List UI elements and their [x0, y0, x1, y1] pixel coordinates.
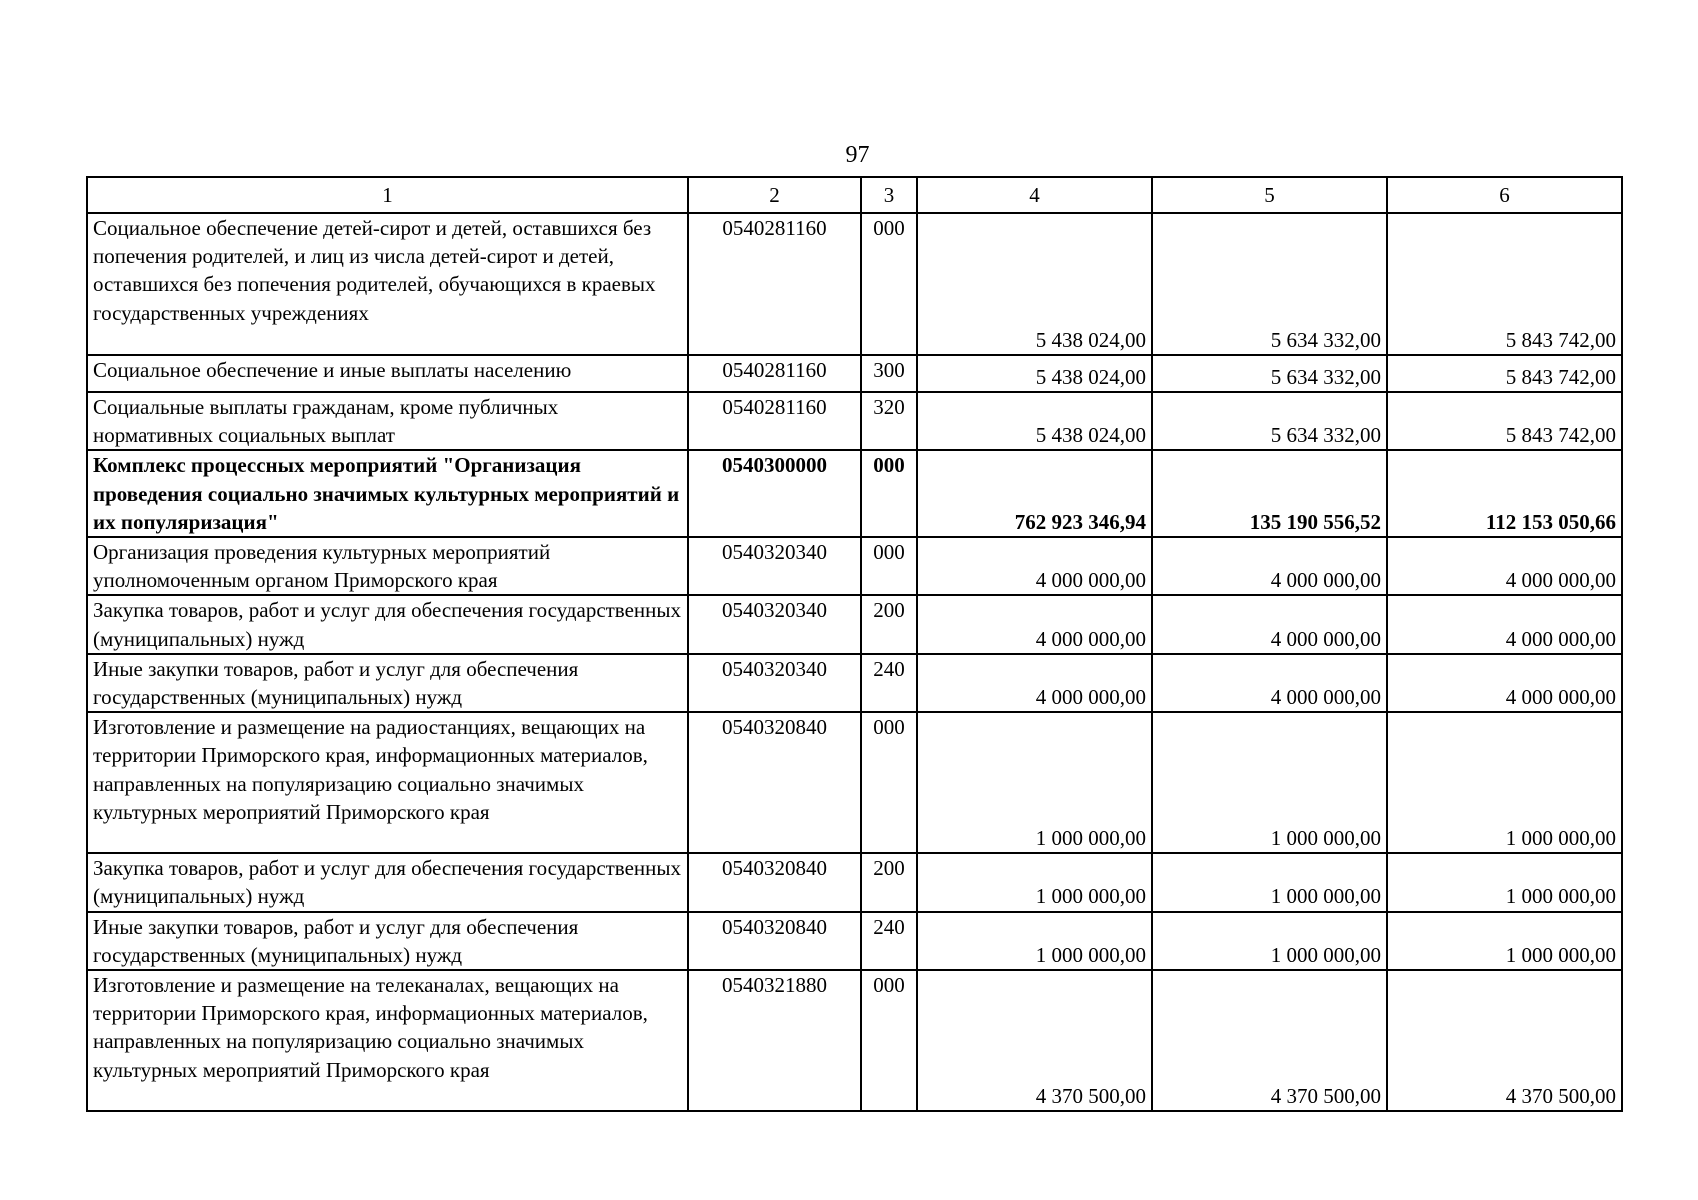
row-amount-1-cell: 762 923 346,94 [917, 450, 1152, 537]
row-expense-type-cell: 000 [861, 970, 917, 1111]
row-name-cell: Комплекс процессных мероприятий "Организация проведения социально значимых культурных мероприятий и их популяризация" [87, 450, 688, 537]
table-row [87, 712, 1622, 853]
row-amount-1-cell: 5 438 024,00 [917, 213, 1152, 355]
row-amount-3-cell: 5 843 742,00 [1387, 213, 1622, 355]
row-amount-2-cell: 4 370 500,00 [1152, 970, 1387, 1111]
row-amount-2-cell: 5 634 332,00 [1152, 213, 1387, 355]
row-amount-2-cell: 5 634 332,00 [1152, 392, 1387, 450]
row-amount-3-cell: 4 000 000,00 [1387, 595, 1622, 653]
row-amount-2-cell: 135 190 556,52 [1152, 450, 1387, 537]
row-amount-2-cell: 4 000 000,00 [1152, 595, 1387, 653]
row-name-cell: Иные закупки товаров, работ и услуг для обеспечения государственных (муниципальных) нужд [87, 654, 688, 712]
row-code-cell: 0540320840 [688, 912, 861, 970]
row-amount-3-cell: 4 370 500,00 [1387, 970, 1622, 1111]
row-amount-3-cell: 1 000 000,00 [1387, 853, 1622, 911]
row-amount-3-cell: 1 000 000,00 [1387, 912, 1622, 970]
column-header-amount-3: 6 [1387, 177, 1622, 213]
row-expense-type-cell: 000 [861, 537, 917, 595]
row-amount-1-cell: 1 000 000,00 [917, 853, 1152, 911]
column-header-amount-1: 4 [917, 177, 1152, 213]
row-code-cell: 0540321880 [688, 970, 861, 1111]
table-row [87, 537, 1622, 595]
row-code-cell: 0540281160 [688, 392, 861, 450]
row-name-cell: Закупка товаров, работ и услуг для обеспечения государственных (муниципальных) нужд [87, 853, 688, 911]
table-row [87, 853, 1622, 911]
table-row [87, 970, 1622, 1111]
row-amount-1-cell: 4 370 500,00 [917, 970, 1152, 1111]
table-row [87, 355, 1622, 392]
row-amount-3-cell: 1 000 000,00 [1387, 712, 1622, 853]
row-expense-type-cell: 240 [861, 912, 917, 970]
row-code-cell: 0540300000 [688, 450, 861, 537]
column-header-code: 2 [688, 177, 861, 213]
row-name-cell: Закупка товаров, работ и услуг для обеспечения государственных (муниципальных) нужд [87, 595, 688, 653]
row-expense-type-cell: 240 [861, 654, 917, 712]
row-amount-1-cell: 4 000 000,00 [917, 595, 1152, 653]
row-amount-3-cell: 4 000 000,00 [1387, 654, 1622, 712]
row-amount-1-cell: 4 000 000,00 [917, 537, 1152, 595]
table-row [87, 450, 1622, 537]
row-expense-type-cell: 200 [861, 595, 917, 653]
budget-table [86, 176, 1623, 1112]
column-header-amount-2: 5 [1152, 177, 1387, 213]
row-code-cell: 0540281160 [688, 213, 861, 355]
column-header-expense-type: 3 [861, 177, 917, 213]
row-amount-3-cell: 5 843 742,00 [1387, 392, 1622, 450]
table-row [87, 595, 1622, 653]
table-row [87, 392, 1622, 450]
row-expense-type-cell: 300 [861, 355, 917, 392]
row-code-cell: 0540281160 [688, 355, 861, 392]
row-name-cell: Социальное обеспечение детей-сирот и детей, оставшихся без попечения родителей, и лиц из числа детей-сирот и детей, оставшихся без попечения родителей, обучающихся в краевых государственных учреждениях [87, 213, 688, 355]
row-name-cell: Иные закупки товаров, работ и услуг для обеспечения государственных (муниципальных) нужд [87, 912, 688, 970]
row-expense-type-cell: 200 [861, 853, 917, 911]
row-name-cell: Организация проведения культурных мероприятий уполномоченным органом Приморского края [87, 537, 688, 595]
row-amount-2-cell: 1 000 000,00 [1152, 712, 1387, 853]
row-amount-2-cell: 1 000 000,00 [1152, 853, 1387, 911]
row-expense-type-cell: 000 [861, 450, 917, 537]
table-row [87, 213, 1622, 355]
page-number: 97 [845, 142, 870, 168]
row-code-cell: 0540320840 [688, 712, 861, 853]
header-row [87, 177, 1622, 213]
row-name-cell: Изготовление и размещение на радиостанциях, вещающих на территории Приморского края, информационных материалов, направленных на популяризацию социально значимых культурных мероприятий Приморского края [87, 712, 688, 853]
table-row [87, 654, 1622, 712]
row-amount-1-cell: 1 000 000,00 [917, 912, 1152, 970]
row-name-cell: Социальное обеспечение и иные выплаты населению [87, 355, 688, 392]
row-amount-3-cell: 112 153 050,66 [1387, 450, 1622, 537]
row-code-cell: 0540320340 [688, 654, 861, 712]
row-amount-3-cell: 5 843 742,00 [1387, 355, 1622, 392]
row-code-cell: 0540320340 [688, 537, 861, 595]
row-expense-type-cell: 000 [861, 213, 917, 355]
row-amount-2-cell: 4 000 000,00 [1152, 537, 1387, 595]
row-amount-2-cell: 4 000 000,00 [1152, 654, 1387, 712]
row-amount-1-cell: 4 000 000,00 [917, 654, 1152, 712]
row-code-cell: 0540320840 [688, 853, 861, 911]
row-code-cell: 0540320340 [688, 595, 861, 653]
row-expense-type-cell: 000 [861, 712, 917, 853]
row-name-cell: Изготовление и размещение на телеканалах, вещающих на территории Приморского края, информационных материалов, направленных на популяризацию социально значимых культурных мероприятий Приморского края [87, 970, 688, 1111]
column-header-name: 1 [87, 177, 688, 213]
row-amount-1-cell: 5 438 024,00 [917, 355, 1152, 392]
table-row [87, 912, 1622, 970]
row-expense-type-cell: 320 [861, 392, 917, 450]
row-amount-1-cell: 1 000 000,00 [917, 712, 1152, 853]
row-amount-2-cell: 5 634 332,00 [1152, 355, 1387, 392]
row-amount-1-cell: 5 438 024,00 [917, 392, 1152, 450]
row-amount-3-cell: 4 000 000,00 [1387, 537, 1622, 595]
row-amount-2-cell: 1 000 000,00 [1152, 912, 1387, 970]
row-name-cell: Социальные выплаты гражданам, кроме публичных нормативных социальных выплат [87, 392, 688, 450]
